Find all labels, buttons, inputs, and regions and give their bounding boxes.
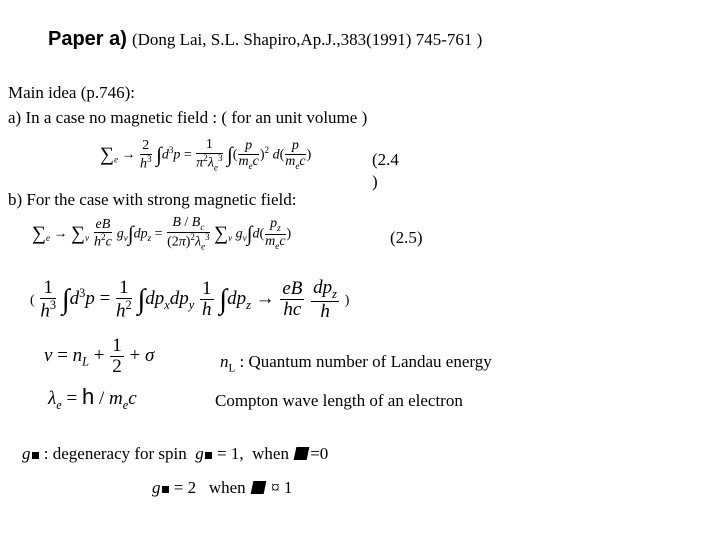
geq-placeholder-glyph: ¤ <box>271 478 280 497</box>
degeneracy-line-1: g : degeneracy for spin g = 1, when =0 <box>22 444 329 463</box>
degeneracy-when-2: when <box>208 478 246 497</box>
degeneracy-prefix: : degeneracy for spin <box>43 444 187 463</box>
compton-definition: Compton wave length of an electron <box>215 391 463 410</box>
degeneracy-condition-2: 1 <box>283 478 293 497</box>
nu-placeholder-glyph <box>162 486 169 493</box>
main-idea-text: Main idea (p.746): <box>8 83 135 102</box>
nu-placeholder-glyph <box>205 452 212 459</box>
degeneracy-when-1: when <box>252 444 289 463</box>
eq-2-5-number: (2.5) <box>390 228 423 247</box>
case-b-text: b) For the case with strong magnetic field: <box>8 190 297 209</box>
nl-definition <box>220 352 492 374</box>
equation-2-5: $\sum_e \to \sum_\nu$ $\frac{eB}{h^2c}$ $g_\nu\int dp_z$ = $\frac{B / B_c}{(2\pi)^2\lambda_e^3}$ $\sum_\nu$ $g_\nu\int d$( $\frac{p_z}{m_ec}$ ) <box>32 215 292 252</box>
lambda-equation: $\lambda_e = h / m_ec$ <box>48 384 137 412</box>
eq-2-4-number-open: (2.4 <box>372 150 399 169</box>
paper-label: Paper a) <box>48 28 127 50</box>
page-title <box>48 28 482 51</box>
nl-symbol: n <box>220 352 229 371</box>
nu-equation: $\nu = n_L$ + $\frac{1}{2}$ + σ <box>44 335 155 377</box>
nl-description: : Quantum number of Landau energy <box>239 352 492 371</box>
degeneracy-value-2: = 2 <box>173 478 197 497</box>
case-a-text: a) In a case no magnetic field : ( for an unit volume ) <box>8 108 368 127</box>
degeneracy-line-2: g = 2 when ¤ 1 <box>152 478 293 497</box>
nl-subscript: L <box>228 362 236 375</box>
nu-placeholder-glyph <box>32 452 39 459</box>
phase-space-equation: ( $\frac{1}{h^3}$ $\int d^3p$ = $\frac{1}{h^2}$ $\int dp_xdp_y$ $\frac{1}{h}$ $\int dp_z$ → $\frac{eB}{hc}$ $\frac{dp_z}{h}$ ) <box>30 277 350 322</box>
degeneracy-value-1: = 1, <box>217 444 244 463</box>
paper-citation: (Dong Lai, S.L. Shapiro,Ap.J.,383(1991) 745-761 ) <box>131 30 483 49</box>
eq-2-4-number-close: ) <box>372 172 378 191</box>
nu-placeholder-glyph <box>251 481 267 494</box>
degeneracy-condition-1: =0 <box>310 444 329 463</box>
nu-placeholder-glyph <box>294 447 310 460</box>
equation-2-4: $\sum_e$ → $\frac{2}{h^3}$ $\int d^3p$ = $\frac{1}{\pi^2\lambda_e^3}$ ∫( $\frac{p}{m_ec}$ )$^2$ d( $\frac{p}{m_ec}$ ) <box>100 137 312 173</box>
